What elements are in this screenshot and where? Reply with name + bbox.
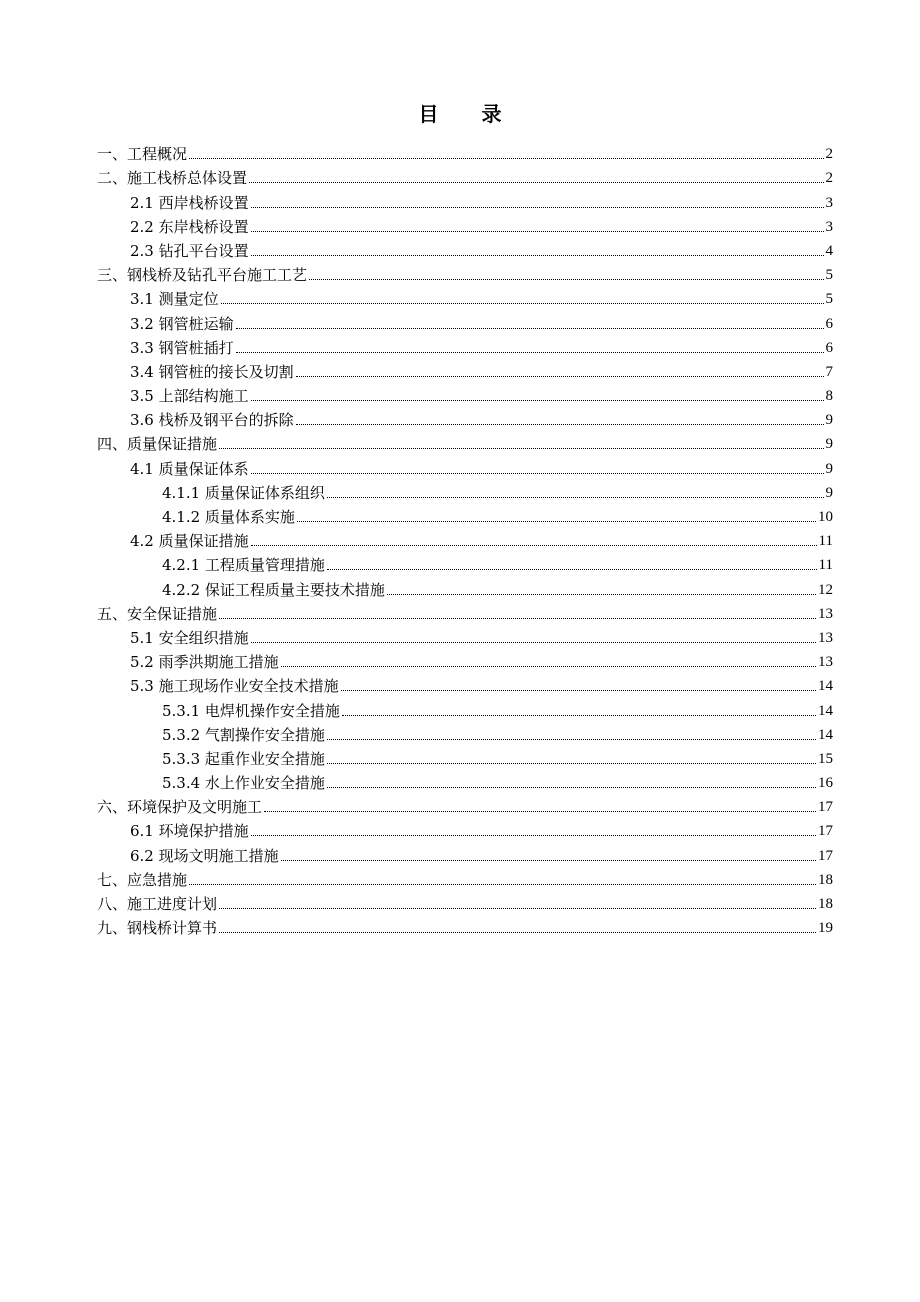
toc-dot-leader bbox=[264, 811, 816, 812]
toc-entry[interactable] bbox=[97, 478, 833, 502]
toc-entry[interactable] bbox=[97, 720, 833, 744]
toc-entry-page-number: 14 bbox=[818, 678, 833, 695]
toc-entry[interactable] bbox=[97, 840, 833, 864]
toc-dot-leader bbox=[251, 473, 824, 474]
toc-entry[interactable] bbox=[97, 792, 833, 816]
toc-dot-leader bbox=[251, 642, 816, 643]
toc-dot-leader bbox=[236, 352, 824, 353]
toc-entry[interactable] bbox=[97, 550, 833, 574]
toc-entry-page-number: 3 bbox=[825, 218, 833, 235]
toc-entry[interactable] bbox=[97, 768, 833, 792]
toc-entry-label: 3.1 测量定位 bbox=[130, 290, 219, 309]
toc-entry-page-number: 2 bbox=[825, 170, 833, 187]
toc-dot-leader bbox=[296, 376, 824, 377]
toc-entry-page-number: 9 bbox=[825, 412, 833, 429]
toc-entry[interactable] bbox=[97, 308, 833, 332]
toc-dot-leader bbox=[327, 739, 816, 740]
toc-entry-label: 4.1.1 质量保证体系组织 bbox=[162, 483, 325, 502]
toc-entry-page-number: 14 bbox=[818, 726, 833, 743]
toc-entry-label: 5.3.2 气割操作安全措施 bbox=[162, 725, 325, 744]
toc-entry-label: 五、安全保证措施 bbox=[97, 604, 218, 623]
toc-entry-label: 6.1 环境保护措施 bbox=[130, 822, 249, 841]
toc-entry-page-number: 9 bbox=[825, 436, 833, 453]
toc-dot-leader bbox=[327, 569, 817, 570]
toc-title: 目 录 bbox=[418, 102, 520, 126]
toc-entry-page-number: 3 bbox=[825, 194, 833, 211]
toc-entry-label: 4.2.2 保证工程质量主要技术措施 bbox=[162, 580, 385, 599]
toc-entry[interactable] bbox=[97, 381, 833, 405]
toc-entry-page-number: 8 bbox=[825, 388, 833, 405]
toc-dot-leader bbox=[387, 594, 816, 595]
toc-entry-label: 八、施工进度计划 bbox=[97, 895, 218, 913]
toc-dot-leader bbox=[251, 835, 816, 836]
toc-entry-page-number: 2 bbox=[825, 146, 833, 163]
toc-entry[interactable] bbox=[97, 647, 833, 671]
toc-entry-label: 4.2 质量保证措施 bbox=[130, 532, 249, 551]
toc-entry-page-number: 17 bbox=[818, 823, 833, 840]
toc-entry-label: 二、施工栈桥总体设置 bbox=[97, 169, 248, 188]
toc-entry[interactable] bbox=[97, 671, 833, 695]
toc-dot-leader bbox=[297, 521, 816, 522]
toc-dot-leader bbox=[327, 497, 824, 498]
toc-entry-page-number: 9 bbox=[825, 460, 833, 477]
toc-entry-label: 3.6 栈桥及钢平台的拆除 bbox=[130, 411, 294, 430]
toc-entry-page-number: 7 bbox=[825, 363, 833, 380]
toc-entry-page-number: 16 bbox=[818, 775, 833, 792]
toc-entry[interactable] bbox=[97, 913, 833, 937]
toc-dot-leader bbox=[281, 666, 816, 667]
toc-entry-page-number: 13 bbox=[818, 654, 833, 671]
toc-entry-label: 6.2 现场文明施工措施 bbox=[130, 846, 279, 865]
toc-entry-label: 3.4 钢管桩的接长及切割 bbox=[130, 362, 294, 381]
toc-entry-page-number: 13 bbox=[818, 629, 833, 646]
toc-entry[interactable] bbox=[97, 502, 833, 526]
toc-entry-label: 3.5 上部结构施工 bbox=[130, 387, 249, 406]
toc-entry-label: 四、质量保证措施 bbox=[97, 435, 218, 454]
toc-entry-label: 4.1.2 质量体系实施 bbox=[162, 508, 295, 526]
toc-entry-label: 5.2 雨季洪期施工措施 bbox=[130, 653, 279, 672]
toc-entry-page-number: 17 bbox=[818, 847, 833, 864]
toc-dot-leader bbox=[251, 255, 824, 256]
toc-entry-label: 5.3.3 起重作业安全措施 bbox=[162, 749, 325, 768]
toc-entry-page-number: 11 bbox=[818, 557, 833, 574]
toc-entry[interactable] bbox=[97, 429, 833, 453]
toc-entry-label: 七、应急措施 bbox=[97, 870, 188, 889]
toc-dot-leader bbox=[251, 207, 824, 208]
toc-entry[interactable] bbox=[97, 744, 833, 768]
toc-dot-leader bbox=[249, 182, 823, 183]
toc-entry-page-number: 11 bbox=[818, 533, 833, 550]
toc-dot-leader bbox=[251, 545, 817, 546]
toc-entry-label: 2.3 钻孔平台设置 bbox=[130, 241, 249, 260]
toc-entry-page-number: 5 bbox=[825, 291, 833, 308]
toc-dot-leader bbox=[219, 932, 816, 933]
toc-entry-label: 一、工程概况 bbox=[97, 145, 188, 164]
toc-entry-page-number: 6 bbox=[825, 339, 833, 356]
toc-dot-leader bbox=[341, 690, 816, 691]
toc-entry-label: 5.3 施工现场作业安全技术措施 bbox=[130, 677, 339, 696]
toc-entry[interactable] bbox=[97, 139, 833, 163]
toc-dot-leader bbox=[327, 763, 816, 764]
toc-entry[interactable] bbox=[97, 187, 833, 211]
toc-entry-page-number: 9 bbox=[825, 484, 833, 501]
toc-entry[interactable] bbox=[97, 284, 833, 308]
toc-entry-page-number: 6 bbox=[825, 315, 833, 332]
toc-entry-label: 5.3.4 水上作业安全措施 bbox=[162, 774, 325, 793]
toc-entry[interactable] bbox=[97, 357, 833, 381]
toc-entry[interactable] bbox=[97, 236, 833, 260]
toc-dot-leader bbox=[219, 908, 816, 909]
toc-dot-leader bbox=[236, 328, 824, 329]
toc-entry[interactable] bbox=[97, 623, 833, 647]
toc-entry-page-number: 10 bbox=[818, 509, 833, 525]
toc-dot-leader bbox=[281, 860, 816, 861]
toc-entry[interactable] bbox=[97, 526, 833, 550]
toc-entry[interactable] bbox=[97, 333, 833, 357]
toc-entry[interactable] bbox=[97, 405, 833, 429]
toc-dot-leader bbox=[219, 618, 816, 619]
toc-entry-label: 2.1 西岸栈桥设置 bbox=[130, 193, 249, 212]
toc-entry-page-number: 4 bbox=[825, 242, 833, 259]
toc-dot-leader bbox=[219, 448, 823, 449]
toc-dot-leader bbox=[189, 158, 823, 159]
toc-entry[interactable] bbox=[97, 816, 833, 840]
toc-dot-leader bbox=[251, 231, 824, 232]
toc-entry[interactable] bbox=[97, 695, 833, 719]
toc-entry-label: 4.2.1 工程质量管理措施 bbox=[162, 556, 325, 575]
toc-dot-leader bbox=[309, 279, 823, 280]
toc-entry-page-number: 18 bbox=[818, 871, 833, 888]
toc-entry-page-number: 17 bbox=[818, 799, 833, 816]
toc-entry-label: 六、环境保护及文明施工 bbox=[97, 798, 263, 817]
toc-entry[interactable] bbox=[97, 212, 833, 236]
toc-entry-page-number: 12 bbox=[818, 581, 833, 598]
toc-entry[interactable] bbox=[97, 865, 833, 889]
toc-dot-leader bbox=[189, 884, 816, 885]
toc-entry-label: 4.1 质量保证体系 bbox=[130, 459, 249, 478]
toc-entry-page-number: 14 bbox=[818, 702, 833, 719]
toc-entry-label: 3.3 钢管桩插打 bbox=[130, 338, 234, 357]
toc-entry[interactable] bbox=[97, 163, 833, 187]
toc-entry-label: 5.1 安全组织措施 bbox=[130, 628, 249, 647]
toc-entry-page-number: 19 bbox=[818, 920, 833, 937]
toc-dot-leader bbox=[251, 400, 824, 401]
table-of-contents bbox=[97, 139, 833, 937]
toc-dot-leader bbox=[221, 303, 824, 304]
toc-entry-page-number: 18 bbox=[818, 896, 833, 912]
toc-entry-label: 2.2 东岸栈桥设置 bbox=[130, 217, 249, 236]
toc-entry-page-number: 5 bbox=[825, 267, 833, 284]
toc-dot-leader bbox=[342, 715, 816, 716]
toc-entry-label: 三、钢栈桥及钻孔平台施工工艺 bbox=[97, 266, 308, 285]
toc-dot-leader bbox=[296, 424, 824, 425]
toc-entry-label: 5.3.1 电焊机操作安全措施 bbox=[162, 701, 340, 720]
toc-entry[interactable] bbox=[97, 599, 833, 623]
toc-entry[interactable] bbox=[97, 889, 833, 913]
toc-entry[interactable] bbox=[97, 453, 833, 477]
toc-entry[interactable] bbox=[97, 574, 833, 598]
toc-entry-label: 九、钢栈桥计算书 bbox=[97, 919, 218, 938]
toc-dot-leader bbox=[327, 787, 816, 788]
toc-entry-page-number: 13 bbox=[818, 605, 833, 622]
toc-entry-label: 3.2 钢管桩运输 bbox=[130, 314, 234, 333]
toc-entry[interactable] bbox=[97, 260, 833, 284]
toc-entry-page-number: 15 bbox=[818, 750, 833, 767]
